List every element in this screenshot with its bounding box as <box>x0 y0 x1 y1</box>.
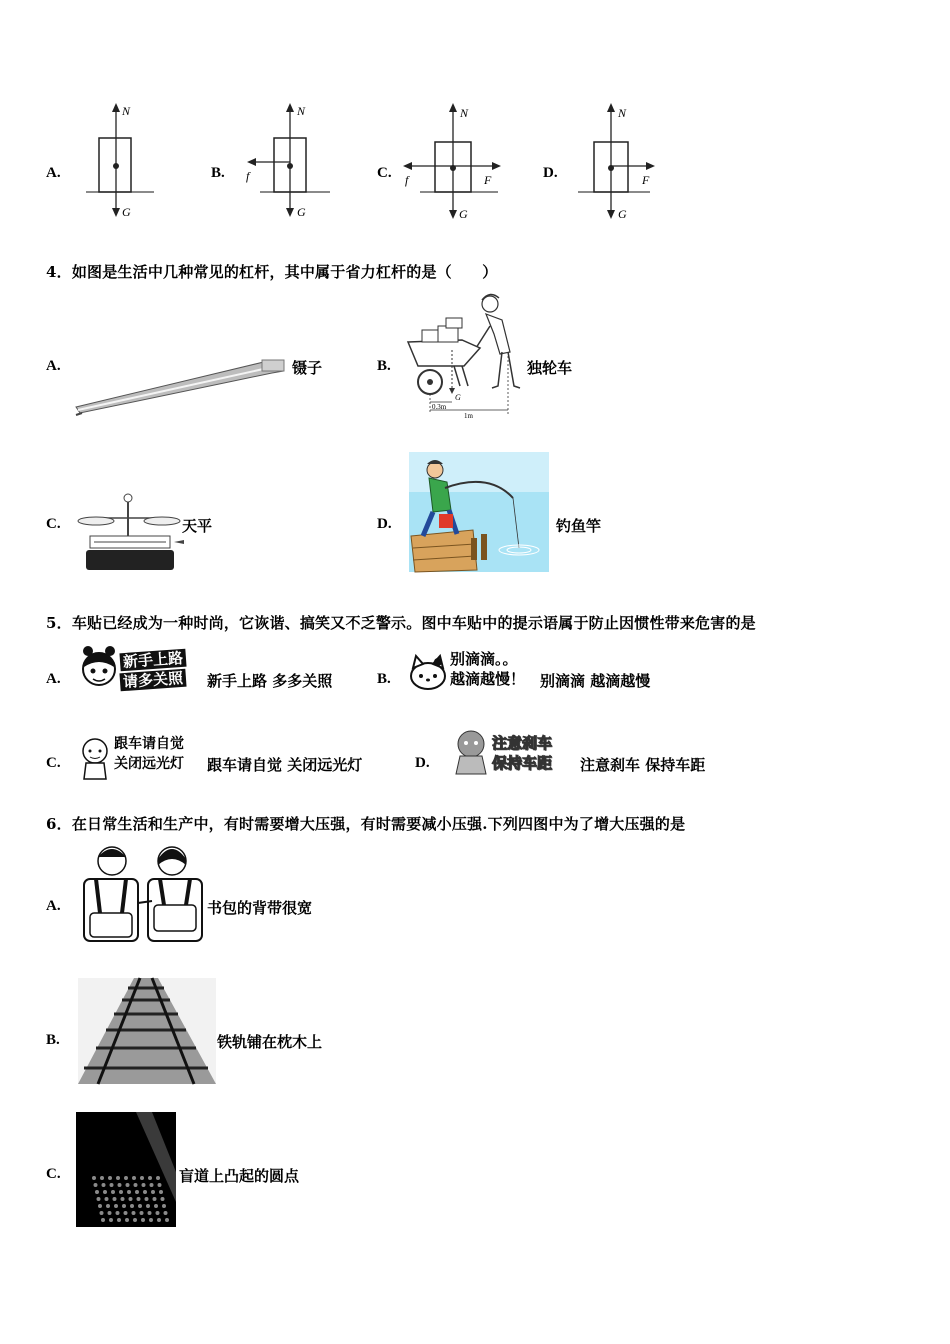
sticker-a-line2: 请多关照 <box>119 669 186 692</box>
q5-option-d-label: D. <box>415 755 430 771</box>
schoolbag-caption: 书包的背带很宽 <box>207 899 313 917</box>
q3-option-d-label: D. <box>543 165 558 181</box>
sticker-c-caption: 跟车请自觉 关闭远光灯 <box>207 756 363 774</box>
sticker-a <box>80 645 200 695</box>
sticker-d-caption: 注意刹车 保持车距 <box>580 756 706 774</box>
q5-option-a-label: A. <box>46 671 61 687</box>
railway-caption: 铁轨铺在枕木上 <box>217 1033 323 1051</box>
wheelbarrow-caption: 独轮车 <box>527 359 573 377</box>
force-diagram-a <box>80 100 160 225</box>
schoolbag-image <box>74 843 208 951</box>
force-diagram-c <box>402 100 502 225</box>
label-g: G <box>459 207 468 221</box>
sticker-c-line2: 关闭远光灯 <box>114 756 184 772</box>
tactile-caption: 盲道上凸起的圆点 <box>179 1167 300 1185</box>
sticker-b <box>408 650 538 695</box>
q3-option-b-label: B. <box>211 165 225 181</box>
sticker-b-line1: 别滴滴。。 <box>450 650 518 668</box>
railway-track-image <box>78 978 216 1084</box>
q6-option-c-label: C. <box>46 1166 61 1182</box>
balance-scale-image <box>76 490 186 575</box>
q4-stem: 4．如图是生活中几种常见的杠杆，其中属于省力杠杆的是（ ） <box>46 263 498 281</box>
label-n: N <box>618 106 627 120</box>
q4-option-a-label: A. <box>46 358 61 374</box>
label-g: G <box>297 205 306 219</box>
dim-short: 0.3m <box>432 403 447 411</box>
label-g: G <box>618 207 627 221</box>
label-n: N <box>122 104 131 118</box>
sticker-c-line1: 跟车请自觉 <box>114 736 184 752</box>
dim-long: 1m <box>464 412 473 420</box>
q3-option-a-label: A. <box>46 165 61 181</box>
fishing-rod-caption: 钓鱼竿 <box>556 517 602 535</box>
q5-stem: 5．车贴已经成为一种时尚，它诙谐、搞笑又不乏警示。图中车贴中的提示语属于防止因惯性带来危害的是 <box>46 614 756 632</box>
q6-stem: 6．在日常生活和生产中，有时需要增大压强，有时需要减小压强.下列四图中为了增大压强的是 <box>46 815 686 833</box>
baby-icon <box>452 728 490 776</box>
label-f-force: F <box>484 173 492 187</box>
label-f-force: F <box>642 173 650 187</box>
hello-kitty-icon <box>408 652 448 692</box>
label-g: G <box>122 205 131 219</box>
sticker-b-line2: 越滴越慢！ <box>450 670 526 688</box>
force-diagram-b <box>240 100 330 225</box>
cartoon-kid-icon <box>78 735 112 781</box>
sticker-b-caption: 别滴滴 越滴越慢 <box>540 672 651 690</box>
q3-option-c-label: C. <box>377 165 392 181</box>
sticker-c <box>78 733 208 781</box>
q5-option-b-label: B. <box>377 671 391 687</box>
q4-option-c-label: C. <box>46 516 61 532</box>
q5-option-c-label: C. <box>46 755 61 771</box>
tweezers-image <box>72 355 292 420</box>
fishing-rod-image <box>409 452 549 572</box>
sticker-a-caption: 新手上路 多多关照 <box>207 672 333 690</box>
label-g: G <box>455 393 461 402</box>
q4-option-d-label: D. <box>377 516 392 532</box>
q6-option-b-label: B. <box>46 1032 60 1048</box>
force-diagram-d <box>572 100 662 225</box>
sticker-d <box>452 728 577 778</box>
cartoon-girl-icon <box>80 645 118 693</box>
tactile-paving-image <box>76 1112 176 1227</box>
sticker-d-line2: 保持车距 <box>492 754 553 772</box>
label-f-friction: f <box>246 169 250 183</box>
sticker-d-line1: 注意刹车 <box>492 734 553 752</box>
tweezers-caption: 镊子 <box>292 359 323 377</box>
q4-option-b-label: B. <box>377 358 391 374</box>
sticker-a-line1: 新手上路 <box>119 649 186 672</box>
balance-caption: 天平 <box>182 517 213 535</box>
label-f-friction: f <box>405 173 409 187</box>
q6-option-a-label: A. <box>46 898 61 914</box>
wheelbarrow-image <box>402 290 527 420</box>
label-n: N <box>460 106 469 120</box>
label-n: N <box>297 104 306 118</box>
